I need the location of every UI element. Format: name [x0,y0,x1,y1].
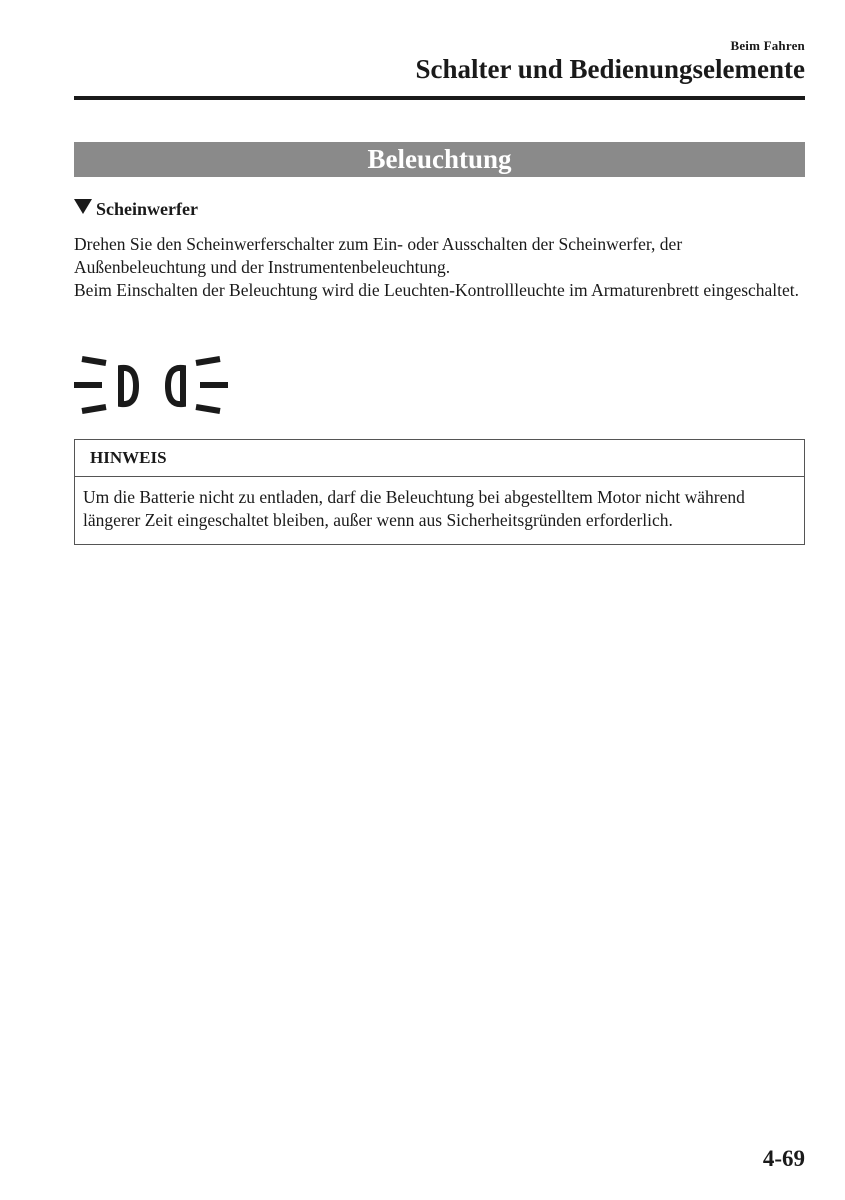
notice-heading: HINWEIS [75,440,804,477]
notice-box [74,439,805,545]
header-divider [74,96,805,100]
headlight-indicator-icon [72,350,230,424]
subsection-title: Scheinwerfer [96,199,198,219]
section-title: Schalter und Bedienungselemente [415,54,805,84]
paragraph: Beim Einschalten der Beleuchtung wird die Leuchten-Kontrollleuchte im Armaturenbrett eingeschaltet. [74,280,800,300]
triangle-marker-icon [74,199,92,214]
subsection-heading [74,199,198,220]
chapter-label: Beim Fahren [730,38,805,53]
body-text [74,233,805,302]
notice-text: Um die Batterie nicht zu entladen, darf die Beleuchtung bei abgestelltem Motor nicht während längerer Zeit eingeschaltet bleiben, außer wenn aus Sicherheitsgründen erforderlich. [83,487,745,530]
page-number: 4-69 [762,1146,805,1171]
section-banner: Beleuchtung [74,142,805,177]
paragraph: Drehen Sie den Scheinwerferschalter zum Ein- oder Ausschalten der Scheinwerfer, der Außenbeleuchtung und der Instrumentenbeleuchtung. [74,234,683,277]
